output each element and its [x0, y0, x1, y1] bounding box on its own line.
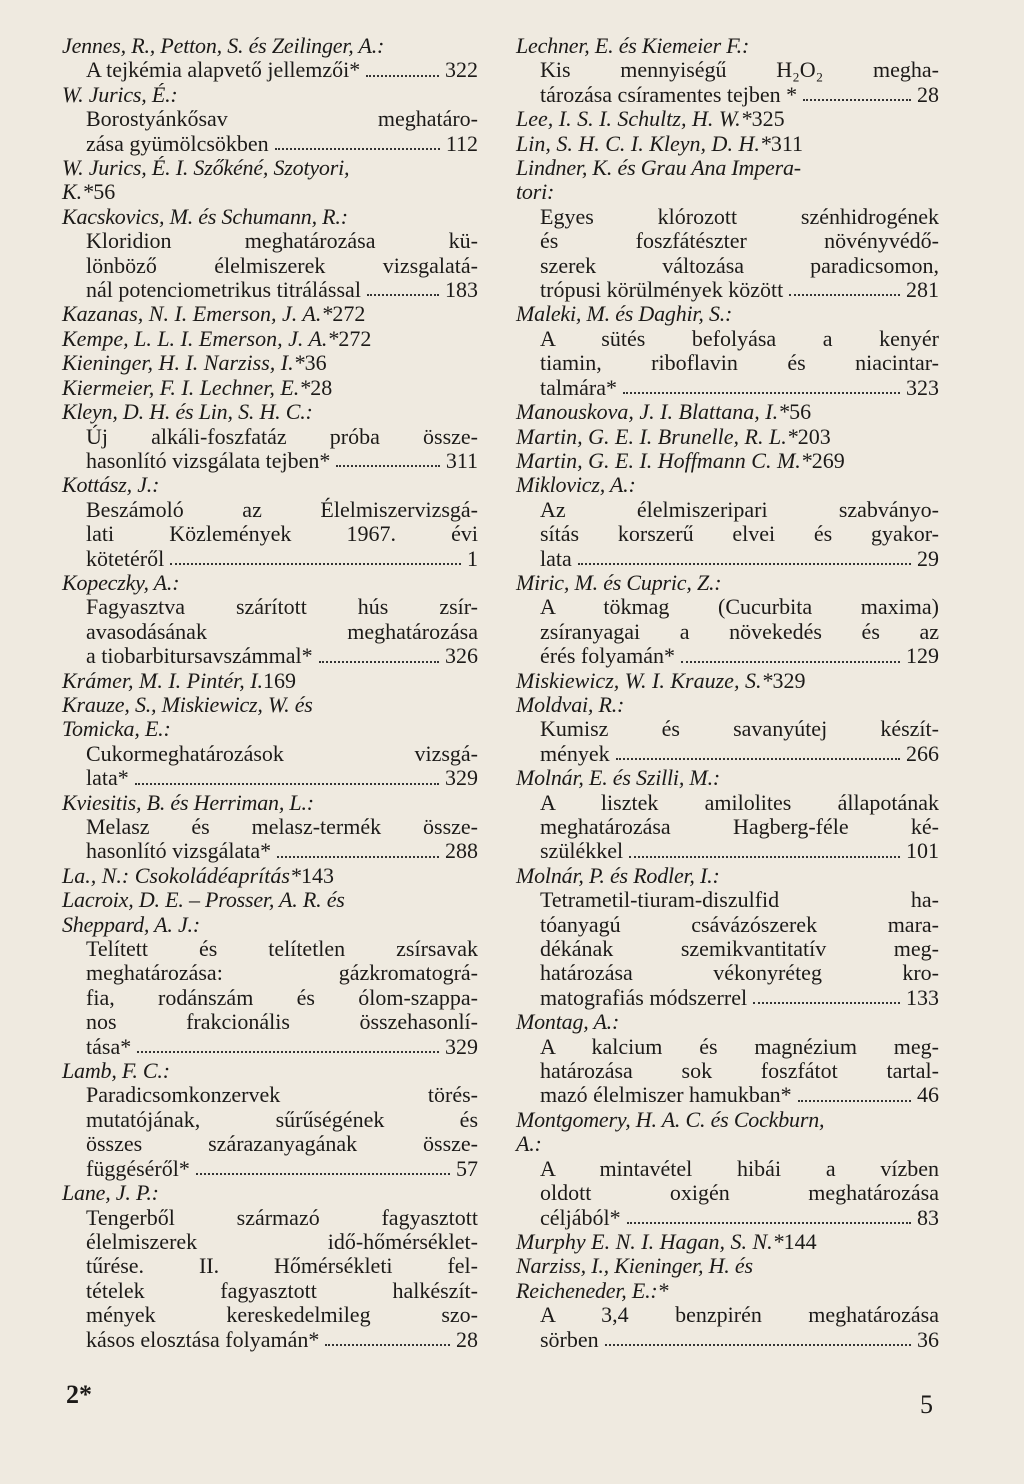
entry-title-line: A sütés befolyása a kenyér [540, 325, 939, 351]
page-ref: 325 [751, 106, 785, 132]
page-ref: 144 [783, 1228, 817, 1254]
page-ref: 28 [310, 374, 333, 400]
entry-title-line: Egyes klórozott szénhidrogének [540, 203, 939, 229]
entry-title-line: élelmiszerek idő-hőmérséklet- [86, 1228, 478, 1254]
entry-author: Lin, S. H. C. I. Kleyn, D. H.* [516, 130, 771, 156]
signature-mark: 2* [66, 1380, 92, 1409]
entry-title-line: Tetrametil-tiuram-diszulfid ha- [540, 887, 939, 913]
entry-title-text: nál potenciometrikus titrálással [86, 277, 361, 303]
entry-title-text: lata* [86, 765, 129, 791]
entry-title-line: zsíranyagai a növekedés és az [540, 618, 939, 644]
entry-title-text: kásos elosztása folyamán* [86, 1326, 320, 1352]
page-ref: 326 [445, 643, 478, 669]
leader-dots [578, 563, 911, 565]
entry-title-line: lönböző élelmiszerek vizsgalatá- [86, 252, 478, 278]
index-entry [516, 400, 939, 424]
page-ref: 101 [906, 838, 939, 864]
entry-title-text: érés folyamán* [540, 643, 675, 669]
entry-title-line: Tengerből származó fagyasztott [86, 1204, 478, 1230]
author-line-with-page [516, 132, 939, 156]
author-line-with-page [516, 1230, 939, 1254]
entry-title-line: Új alkáli-foszfatáz próba össze- [86, 423, 478, 449]
index-entry [62, 791, 478, 864]
entry-author: Lane, J. P.: [62, 1180, 159, 1206]
entry-author: W. Jurics, É.: [62, 81, 178, 107]
entry-author: Molnár, P. és Rodler, I.: [516, 862, 720, 888]
entry-title-text: tározása csíramentes tejben * [540, 81, 798, 107]
entry-author: Murphy E. N. I. Hagan, S. N.* [516, 1228, 784, 1254]
entry-title-last-line [516, 278, 939, 302]
leader-dots [605, 1344, 911, 1346]
entry-title-last-line [516, 83, 939, 107]
entry-title-last-line [62, 547, 478, 571]
page-ref: 322 [445, 57, 478, 83]
entry-title-line: tételek fagyasztott halkészít- [86, 1277, 478, 1303]
entry-author: Lee, I. S. I. Schultz, H. W.* [516, 106, 752, 132]
index-entry [62, 376, 478, 400]
entry-author: Kiermeier, F. I. Lechner, E.* [62, 374, 311, 400]
page-ref: 183 [445, 277, 478, 303]
index-entry [516, 669, 939, 693]
entry-author: Kviesitis, B. és Herriman, L.: [62, 789, 314, 815]
entry-author: Krámer, M. I. Pintér, I. [62, 667, 264, 693]
entry-title-text: céljából* [540, 1204, 621, 1230]
entry-title-text: matografiás módszerrel [540, 984, 748, 1010]
entry-title-line: fia, rodánszám és ólom-szappa- [86, 984, 478, 1010]
entry-author: Kacskovics, M. és Schumann, R.: [62, 203, 348, 229]
entry-title-last-line [516, 839, 939, 863]
entry-author: Maleki, M. és Daghir, S.: [516, 301, 733, 327]
entry-title-last-line [62, 766, 478, 790]
entry-title-line: A mintavétel hibái a vízben [540, 1155, 939, 1181]
leader-dots [753, 1002, 900, 1004]
index-entry [62, 571, 478, 669]
index-entry [516, 107, 939, 131]
index-entry [62, 1181, 478, 1352]
entry-author: Jennes, R., Petton, S. és Zeilinger, A.: [62, 33, 385, 58]
entry-title-text: függéséről* [86, 1155, 190, 1181]
index-entry [516, 425, 939, 449]
entry-title-last-line [516, 376, 939, 400]
entry-title-line: Paradicsomkonzervek törés- [86, 1082, 478, 1108]
entry-author: La., N.: Csokoládéaprítás* [62, 862, 301, 888]
entry-title-last-line [516, 1328, 939, 1352]
entry-author: Martin, G. E. I. Brunelle, R. L.* [516, 423, 798, 449]
page-ref: 83 [917, 1204, 939, 1230]
entry-title-last-line [62, 1328, 478, 1352]
entry-title-line: Borostyánkősav meghatáro- [86, 106, 478, 132]
index-entry [516, 693, 939, 766]
author-line-with-page [62, 376, 478, 400]
entry-title-line: A lisztek amilolites állapotának [540, 789, 939, 815]
leader-dots [135, 783, 439, 785]
author-line-with-page [62, 180, 478, 204]
page-ref: 143 [300, 862, 334, 888]
leader-dots [275, 148, 440, 150]
entry-author-cont: Tomicka, E.: [62, 716, 171, 742]
entry-title-line: Telített és telítetlen zsírsavak [86, 936, 478, 962]
author-line-with-page [62, 302, 478, 326]
page-ref: 281 [906, 277, 939, 303]
entry-title-last-line [516, 1206, 939, 1230]
entry-title-line: A 3,4 benzpirén meghatározása [540, 1302, 939, 1328]
index-entry [516, 449, 939, 473]
entry-title-text: trópusi körülmények között [540, 277, 784, 303]
page-ref: 28 [456, 1326, 478, 1352]
entry-author-cont: Sheppard, A. J.: [62, 911, 200, 937]
leader-dots [366, 75, 439, 77]
entry-title-line: sítás korszerű elvei és gyakor- [540, 521, 939, 547]
entry-title-line: összes szárazanyagának össze- [86, 1131, 478, 1157]
page-number: 5 [920, 1390, 933, 1419]
entry-author: Kleyn, D. H. és Lin, S. H. C.: [62, 399, 313, 425]
entry-title-text: mények [540, 740, 610, 766]
index-entry [516, 864, 939, 1010]
entry-title-last-line [62, 839, 478, 863]
leader-dots [170, 563, 461, 565]
index-entry [62, 83, 478, 156]
entry-title-line: meghatározása: gázkromatográ- [86, 960, 478, 986]
index-entry [62, 888, 478, 1059]
entry-title-text: kötetéről [86, 545, 165, 571]
page-ref: 56 [93, 179, 116, 205]
entry-author-cont: Reicheneder, E.:* [516, 1277, 669, 1303]
page-ref: 28 [917, 81, 939, 107]
author-line-with-page [516, 425, 939, 449]
entry-author: Kazanas, N. I. Emerson, J. A.* [62, 301, 333, 327]
entry-title-text: hasonlító vizsgálata tejben* [86, 447, 331, 473]
entry-author: Miklovicz, A.: [516, 472, 636, 498]
leader-dots [681, 661, 900, 663]
author-line-with-page [516, 669, 939, 693]
entry-title-text: szülékkel [540, 838, 624, 864]
entry-title-line: Fagyasztva szárított hús zsír- [86, 594, 478, 620]
index-entry [516, 34, 939, 107]
entry-title-text: sörben [540, 1326, 599, 1352]
index-entry [516, 1010, 939, 1108]
leader-dots [803, 99, 911, 101]
index-entry [62, 693, 478, 791]
page-ref: 288 [445, 838, 478, 864]
page-ref: 29 [917, 545, 939, 571]
entry-title-line: Melasz és melasz-termék össze- [86, 814, 478, 839]
entry-author: W. Jurics, É. I. Szőkéné, Szotyori, [62, 155, 350, 181]
entry-title-last-line [62, 449, 478, 473]
entry-author: Lechner, E. és Kiemeier F.: [516, 33, 750, 58]
index-entry [62, 205, 478, 303]
entry-author: Montag, A.: [516, 1009, 620, 1035]
entry-title-line: Cukormeghatározások vizsgá- [86, 740, 478, 766]
leader-dots [325, 1344, 450, 1346]
leader-dots [336, 465, 439, 467]
left-column [62, 34, 478, 1352]
entry-title-last-line [62, 58, 478, 82]
entry-title-line: határozása sok foszfátot tartal- [540, 1058, 939, 1084]
entry-title-line: tűrése. II. Hőmérsékleti fel- [86, 1253, 478, 1279]
page-ref: 129 [906, 643, 939, 669]
page-ref: 57 [456, 1155, 478, 1181]
page-ref: 112 [445, 130, 478, 156]
entry-title-line: A kalcium és magnézium meg- [540, 1033, 939, 1059]
leader-dots [789, 294, 900, 296]
author-line-with-page [516, 400, 939, 424]
index-entry [516, 1230, 939, 1254]
entry-title-line: oldott oxigén meghatározása [540, 1180, 939, 1206]
leader-dots [627, 1222, 911, 1224]
page-ref: 269 [811, 447, 845, 473]
entry-title-line: Kumisz és savanyútej készít- [540, 716, 939, 742]
entry-title-line: dékának szemikvantitatív meg- [540, 936, 939, 962]
author-line-with-page [516, 449, 939, 473]
entry-author: Miskiewicz, W. I. Krauze, S.* [516, 667, 773, 693]
leader-dots [623, 392, 900, 394]
page-ref: 329 [445, 1033, 478, 1059]
entry-title-text: A tejkémia alapvető jellemzői* [86, 57, 361, 83]
entry-title-text: mazó élelmiszer hamukban* [540, 1082, 792, 1108]
entry-author: Kieninger, H. I. Narziss, I.* [62, 350, 305, 376]
entry-title-line: lati Közlemények 1967. évi [86, 521, 478, 547]
entry-title-line: Az élelmiszeripari szabványo- [540, 496, 939, 522]
page-ref: 36 [917, 1326, 939, 1352]
index-entry [62, 156, 478, 205]
entry-title-last-line [516, 1083, 939, 1107]
index-entry [516, 1108, 939, 1230]
index-entry [62, 327, 478, 351]
index-entry [62, 302, 478, 326]
leader-dots [367, 294, 439, 296]
index-entry [62, 1059, 478, 1181]
entry-author: Lacroix, D. E. – Prosser, A. R. és [62, 887, 345, 913]
entry-author: Miric, M. és Cupric, Z.: [516, 569, 722, 595]
entry-title-line: Kis mennyiségű H₂O₂ megha- [540, 57, 939, 83]
entry-author: Manouskova, J. I. Blattana, I.* [516, 399, 790, 425]
entry-title-line: avasodásának meghatározása [86, 618, 478, 644]
page-ref: 311 [770, 130, 804, 156]
entry-author: Kottász, J.: [62, 472, 160, 498]
entry-title-last-line [62, 1035, 478, 1059]
page-ref: 46 [917, 1082, 939, 1108]
leader-dots [629, 856, 900, 858]
page-ref: 311 [445, 447, 478, 473]
page-ref: 323 [906, 374, 939, 400]
entry-title-line: A tökmag (Cucurbita maxima) [540, 594, 939, 620]
page-ref: 56 [789, 399, 812, 425]
entry-title-text: zása gyümölcsökben [86, 130, 269, 156]
index-entry [516, 156, 939, 302]
index-entry [516, 571, 939, 669]
entry-title-text: tása* [86, 1033, 132, 1059]
page-ref: 1 [467, 545, 478, 571]
index-entry [516, 132, 939, 156]
entry-author: Molnár, E. és Szilli, M.: [516, 765, 720, 791]
page-ref: 266 [906, 740, 939, 766]
page-ref: 203 [797, 423, 831, 449]
entry-title-line: mutatójának, sűrűségének és [86, 1106, 478, 1132]
index-entry [62, 400, 478, 473]
index-entry [62, 669, 478, 693]
leader-dots [277, 856, 439, 858]
entry-title-last-line [62, 644, 478, 668]
leader-dots [137, 1051, 439, 1053]
index-entry [516, 302, 939, 400]
entry-author: Moldvai, R.: [516, 691, 625, 717]
index-entry [62, 351, 478, 375]
entry-author: Montgomery, H. A. C. és Cockburn, [516, 1106, 825, 1132]
entry-title-line: határozása vékonyréteg kro- [540, 960, 939, 986]
entry-author-cont: A.: [516, 1131, 542, 1157]
entry-title-line: szerek változása paradicsomon, [540, 252, 939, 278]
leader-dots [616, 758, 900, 760]
entry-title-last-line [516, 547, 939, 571]
page-ref: 272 [338, 325, 372, 351]
leader-dots [196, 1173, 450, 1175]
author-line-with-page [516, 107, 939, 131]
index-entry [516, 473, 939, 571]
page-ref: 329 [445, 765, 478, 791]
entry-author-cont: K.* [62, 179, 94, 205]
entry-title-text: hasonlító vizsgálata* [86, 838, 272, 864]
entry-title-line: meghatározása Hagberg-féle ké- [540, 814, 939, 839]
leader-dots [319, 661, 439, 663]
author-line-with-page [62, 669, 478, 693]
index-entry [516, 766, 939, 864]
entry-title-last-line [62, 132, 478, 156]
entry-title-last-line [516, 644, 939, 668]
entry-title-line: Kloridion meghatározása kü- [86, 228, 478, 254]
entry-author: Narziss, I., Kieninger, H. és [516, 1253, 753, 1279]
entry-author: Kopeczky, A.: [62, 569, 180, 595]
page-ref: 36 [304, 350, 327, 376]
page-ref: 133 [906, 984, 939, 1010]
author-line-with-page [62, 351, 478, 375]
entry-author: Krauze, S., Miskiewicz, W. és [62, 691, 313, 717]
entry-title-line: tiamin, riboflavin és niacintar- [540, 350, 939, 376]
entry-author: Martin, G. E. I. Hoffmann C. M.* [516, 447, 812, 473]
index-entry [62, 34, 478, 83]
entry-title-line: mények kereskedelmileg szo- [86, 1302, 478, 1328]
entry-title-line: Beszámoló az Élelmiszervizsgá- [86, 496, 478, 522]
right-column [516, 34, 939, 1352]
page-ref: 169 [263, 667, 297, 693]
entry-title-text: talmára* [540, 374, 617, 400]
leader-dots [798, 1100, 911, 1102]
author-line-with-page [62, 864, 478, 888]
entry-author: Lamb, F. C.: [62, 1058, 170, 1084]
entry-title-line: nos frakcionális összehasonlí- [86, 1009, 478, 1035]
index-entry [516, 1254, 939, 1352]
entry-title-text: a tiobarbitursavszámmal* [86, 643, 313, 669]
author-line-with-page [62, 327, 478, 351]
index-entry [62, 473, 478, 571]
page-ref: 272 [332, 301, 366, 327]
entry-author: Kempe, L. L. I. Emerson, J. A.* [62, 325, 339, 351]
entry-author: Lindner, K. és Grau Ana Impera- [516, 155, 801, 181]
entry-title-text: lata [540, 545, 572, 571]
page-ref: 329 [772, 667, 806, 693]
entry-title-line: és foszfátészter növényvédő- [540, 228, 939, 254]
index-entry [62, 864, 478, 888]
entry-title-last-line [516, 986, 939, 1010]
entry-title-last-line [62, 278, 478, 302]
entry-author-cont: tori: [516, 179, 555, 205]
entry-title-last-line [516, 742, 939, 766]
entry-title-last-line [62, 1157, 478, 1181]
entry-title-line: tóanyagú csávázószerek mara- [540, 911, 939, 937]
